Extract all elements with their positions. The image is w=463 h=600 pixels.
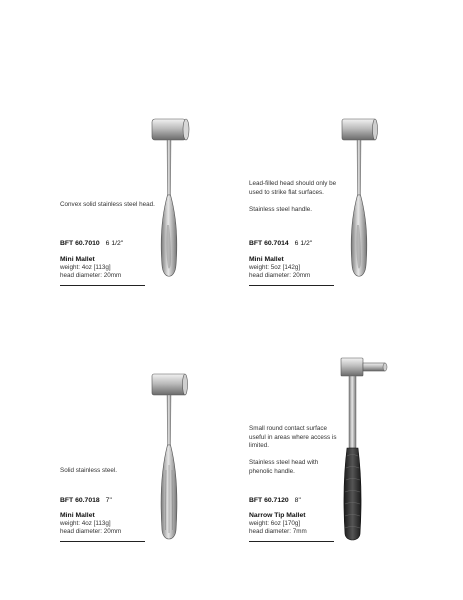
product-3-size: 7" (105, 497, 112, 504)
product-1-head-diameter: head diameter: 20mm (60, 272, 122, 280)
product-3-code: BFT 60.7018 (60, 497, 100, 504)
product-2-description (249, 180, 339, 214)
product-3-name: Mini Mallet (60, 512, 95, 519)
product-2-divider (249, 285, 334, 286)
mini-mallet-solid-image (140, 370, 200, 550)
product-2-head-diameter: head diameter: 20mm (249, 272, 311, 280)
product-1-size: 6 1/2" (105, 240, 124, 247)
product-3-head-diameter: head diameter: 20mm (60, 528, 122, 536)
product-3-code-row (60, 497, 112, 505)
product-1-code-row (60, 240, 123, 248)
product-4-weight: weight: 6oz [170g] (249, 520, 301, 528)
product-3-info (60, 512, 121, 537)
product-1-info (60, 256, 121, 281)
product-2-name: Mini Mallet (249, 256, 284, 263)
product-2-weight: weight: 5oz [142g] (249, 264, 301, 272)
product-2-code-row (249, 240, 312, 248)
product-2-size: 6 1/2" (294, 240, 313, 247)
product-4-description-line-1: Small round contact surface useful in areas where access is limited. (249, 425, 337, 450)
product-2-description-line-1: Lead-filled head should only be used to strike flat surfaces. (249, 180, 337, 196)
product-2-info (249, 256, 310, 281)
product-3-description-line: Solid stainless steel. (60, 467, 118, 474)
mini-mallet-lead-filled-image (330, 115, 390, 290)
product-4-description-line-2: Stainless steel head with phenolic handle. (249, 459, 319, 475)
narrow-tip-mallet-image (335, 352, 395, 547)
product-4-description (249, 425, 341, 477)
product-4-code-row (249, 497, 301, 505)
product-1-weight: weight: 4oz [113g] (60, 264, 111, 272)
product-1-name: Mini Mallet (60, 256, 95, 263)
product-4-info (249, 512, 307, 537)
mini-mallet-convex-image (140, 115, 200, 290)
product-1-divider (60, 285, 145, 286)
product-3-weight: weight: 4oz [113g] (60, 520, 111, 528)
product-4-size: 8" (294, 497, 301, 504)
product-4-head-diameter: head diameter: 7mm (249, 528, 307, 536)
product-3-divider (60, 541, 145, 542)
product-4-divider (249, 541, 334, 542)
product-3-description (60, 467, 150, 476)
product-4-code: BFT 60.7120 (249, 497, 289, 504)
product-1-description-line: Convex solid stainless steel head. (60, 201, 155, 208)
product-1-code: BFT 60.7010 (60, 240, 100, 247)
product-2-description-line-2: Stainless steel handle. (249, 205, 313, 213)
product-2-code: BFT 60.7014 (249, 240, 289, 247)
product-4-name: Narrow Tip Mallet (249, 512, 306, 519)
